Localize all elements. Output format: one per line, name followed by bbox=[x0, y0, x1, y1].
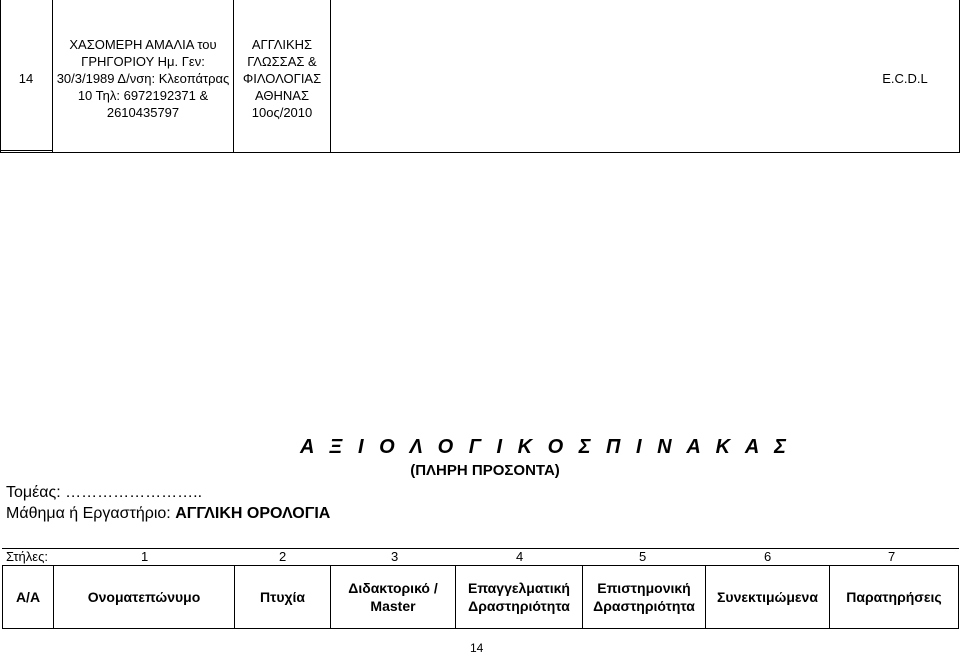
degree-details: ΑΓΓΛΙΚΗΣ ΓΛΩΣΣΑΣ & ΦΙΛΟΛΟΓΙΑΣ ΑΘΗΝΑΣ 10ος/2010 bbox=[242, 37, 322, 120]
column-number-5: 5 bbox=[639, 549, 647, 564]
column-number-3: 3 bbox=[391, 549, 399, 564]
header-degrees: Πτυχία bbox=[259, 589, 306, 605]
column-number-2: 2 bbox=[279, 549, 287, 564]
header-professional: Επαγγελματική Δραστηριότητα bbox=[468, 580, 570, 614]
page-subtitle: (ΠΛΗΡΗ ΠΡΟΣΟΝΤΑ) bbox=[410, 462, 560, 479]
certification: E.C.D.L bbox=[882, 71, 928, 86]
column-number-7: 7 bbox=[888, 549, 896, 564]
subject-prefix: Μάθημα ή Εργαστήριο: bbox=[6, 505, 176, 522]
columns-numbers-label: Στήλες: bbox=[6, 549, 48, 564]
header-doctorate: Διδακτορικό / Master bbox=[348, 580, 438, 614]
header-coassessed: Συνεκτιμώμενα bbox=[717, 589, 818, 605]
column-number-4: 4 bbox=[516, 549, 524, 564]
header-scientific: Επιστημονική Δραστηριότητα bbox=[593, 580, 695, 614]
columns-table bbox=[2, 548, 959, 629]
column-number-1: 1 bbox=[141, 549, 149, 564]
header-full-name: Ονοματεπώνυμο bbox=[87, 589, 201, 605]
person-details: ΧΑΣΟΜΕΡΗ ΑΜΑΛΙΑ του ΓΡΗΓΟΡΙΟΥ Ημ. Γεν: 30/3/1989 Δ/νση: Κλεοπάτρας 10 Τηλ: 6972192371 & 2610435797 bbox=[56, 37, 230, 120]
row-index: 14 bbox=[18, 71, 34, 86]
subject-value: ΑΓΓΛΙΚΗ ΟΡΟΛΟΓΙΑ bbox=[175, 505, 331, 522]
previous-table-row bbox=[0, 0, 960, 153]
page-title: Α Ξ Ι Ο Λ Ο Γ Ι Κ Ο Σ Π Ι Ν Α Κ Α Σ bbox=[300, 436, 791, 458]
subject-line bbox=[6, 505, 330, 523]
header-aa: Α/Α bbox=[15, 589, 41, 605]
header-remarks: Παρατηρήσεις bbox=[846, 589, 942, 605]
column-number-6: 6 bbox=[764, 549, 772, 564]
sector-label: Τομέας: …………………….. bbox=[6, 484, 203, 501]
page-number: 14 bbox=[470, 641, 484, 655]
